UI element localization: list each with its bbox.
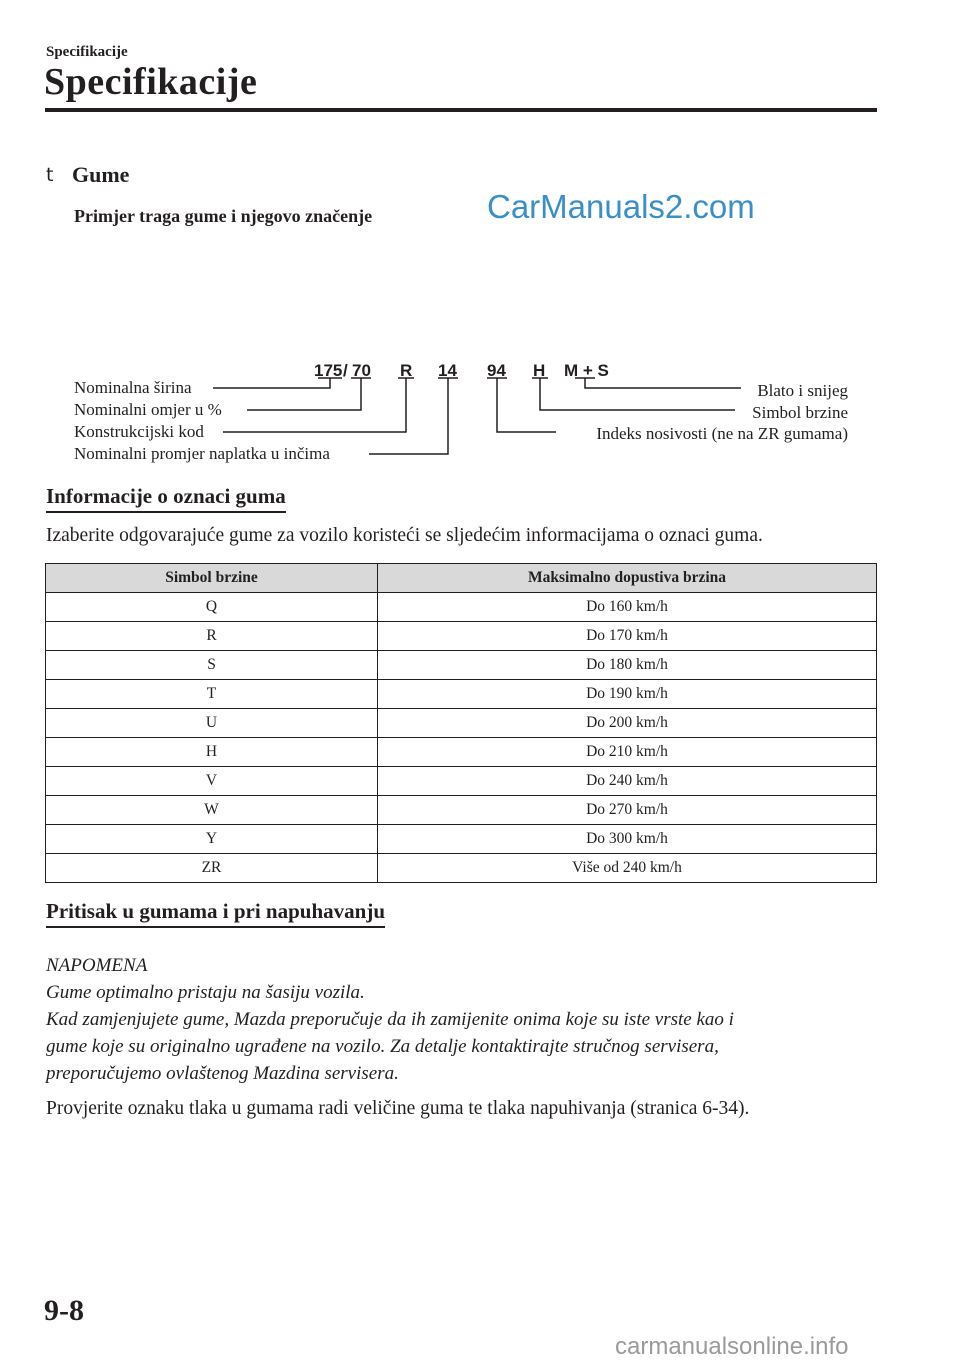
- table-row: [46, 738, 877, 767]
- code-ratio: 70: [352, 361, 371, 380]
- speed-symbol-cell: R: [46, 622, 378, 651]
- example-title: Primjer traga gume i njegovo značenje: [74, 206, 373, 226]
- table-row: [46, 709, 877, 738]
- ratio-leader: [247, 378, 361, 410]
- speed-symbol-cell: H: [46, 738, 378, 767]
- label-rim: Nominalni promjer naplatka u inčima: [74, 444, 330, 463]
- max-speed-cell: Do 170 km/h: [378, 622, 877, 651]
- header-rule: [45, 108, 877, 112]
- code-construction: R: [400, 361, 413, 380]
- speed-symbol-cell: S: [46, 651, 378, 680]
- speed-leader: [540, 378, 735, 410]
- table-row: [46, 825, 877, 854]
- code-mud-snow: M + S: [564, 361, 609, 380]
- pressure-heading: Pritisak u gumama i pri napuhavanju: [46, 899, 385, 928]
- max-speed-cell: Do 240 km/h: [378, 767, 877, 796]
- table-header-row: [46, 564, 877, 593]
- code-width: 175: [314, 361, 343, 380]
- max-speed-cell: Do 190 km/h: [378, 680, 877, 709]
- table-header-cell: Simbol brzine: [46, 564, 378, 593]
- page-title: Specifikacije: [44, 61, 258, 103]
- width-leader: [213, 378, 330, 388]
- max-speed-cell: Do 160 km/h: [378, 593, 877, 622]
- label-mud-snow: Blato i snijeg: [757, 381, 848, 400]
- max-speed-cell: Do 180 km/h: [378, 651, 877, 680]
- max-speed-cell: Do 210 km/h: [378, 738, 877, 767]
- label-construction: Konstrukcijski kod: [74, 422, 204, 441]
- speed-symbol-cell: T: [46, 680, 378, 709]
- table-row: [46, 651, 877, 680]
- table-row: [46, 796, 877, 825]
- info-text: Izaberite odgovarajuće gume za vozilo koristeći se sljedećim informacijama o oznaci guma.: [46, 525, 763, 546]
- speed-symbol-cell: W: [46, 796, 378, 825]
- running-header: Specifikacije: [46, 44, 128, 60]
- tire-marking-diagram: [0, 350, 960, 470]
- rim-leader: [369, 378, 448, 454]
- table-row: [46, 680, 877, 709]
- code-load: 94: [487, 361, 506, 380]
- speed-symbol-cell: Y: [46, 825, 378, 854]
- speed-symbol-cell: V: [46, 767, 378, 796]
- max-speed-cell: Do 300 km/h: [378, 825, 877, 854]
- table-header-cell: Maksimalno dopustiva brzina: [378, 564, 877, 593]
- max-speed-cell: Do 200 km/h: [378, 709, 877, 738]
- label-speed: Simbol brzine: [752, 403, 848, 422]
- speed-symbol-cell: U: [46, 709, 378, 738]
- table-row: [46, 622, 877, 651]
- footer-watermark[interactable]: carmanualsonline.info: [615, 1333, 849, 1360]
- note-block: [46, 952, 876, 1087]
- note-title: NAPOMENA: [46, 955, 148, 976]
- label-load: Indeks nosivosti (ne na ZR gumama): [596, 424, 848, 443]
- section-bullet: t: [46, 164, 54, 186]
- max-speed-cell: Više od 240 km/h: [378, 854, 877, 883]
- speed-symbol-cell: Q: [46, 593, 378, 622]
- info-heading: Informacije o oznaci guma: [46, 484, 286, 513]
- section-title: Gume: [72, 162, 130, 187]
- note-line: preporučujemo ovlaštenog Mazdina servisera.: [46, 1063, 399, 1084]
- code-speed: H: [533, 361, 546, 380]
- watermark-logo[interactable]: CarManuals2.com: [487, 188, 755, 225]
- label-ratio: Nominalni omjer u %: [74, 400, 222, 419]
- table-row: [46, 593, 877, 622]
- load-leader: [497, 378, 556, 432]
- page-number: 9-8: [44, 1294, 84, 1327]
- pressure-text: Provjerite oznaku tlaka u gumama radi veličine guma te tlaka napuhivanja (stranica 6-34).: [46, 1098, 750, 1119]
- label-width: Nominalna širina: [74, 378, 192, 397]
- max-speed-cell: Do 270 km/h: [378, 796, 877, 825]
- code-rim: 14: [438, 361, 457, 380]
- construction-leader: [223, 378, 406, 432]
- speed-table: [45, 563, 877, 883]
- table-row: [46, 767, 877, 796]
- note-line: gume koje su originalno ugrađene na vozilo. Za detalje kontaktirajte stručnog servisera,: [46, 1036, 719, 1057]
- code-slash: /: [343, 361, 348, 380]
- table-row: [46, 854, 877, 883]
- speed-symbol-cell: ZR: [46, 854, 378, 883]
- note-line: Gume optimalno pristaju na šasiju vozila.: [46, 982, 365, 1003]
- note-line: Kad zamjenjujete gume, Mazda preporučuje da ih zamijenite onima koje su iste vrste kao i: [46, 1009, 734, 1030]
